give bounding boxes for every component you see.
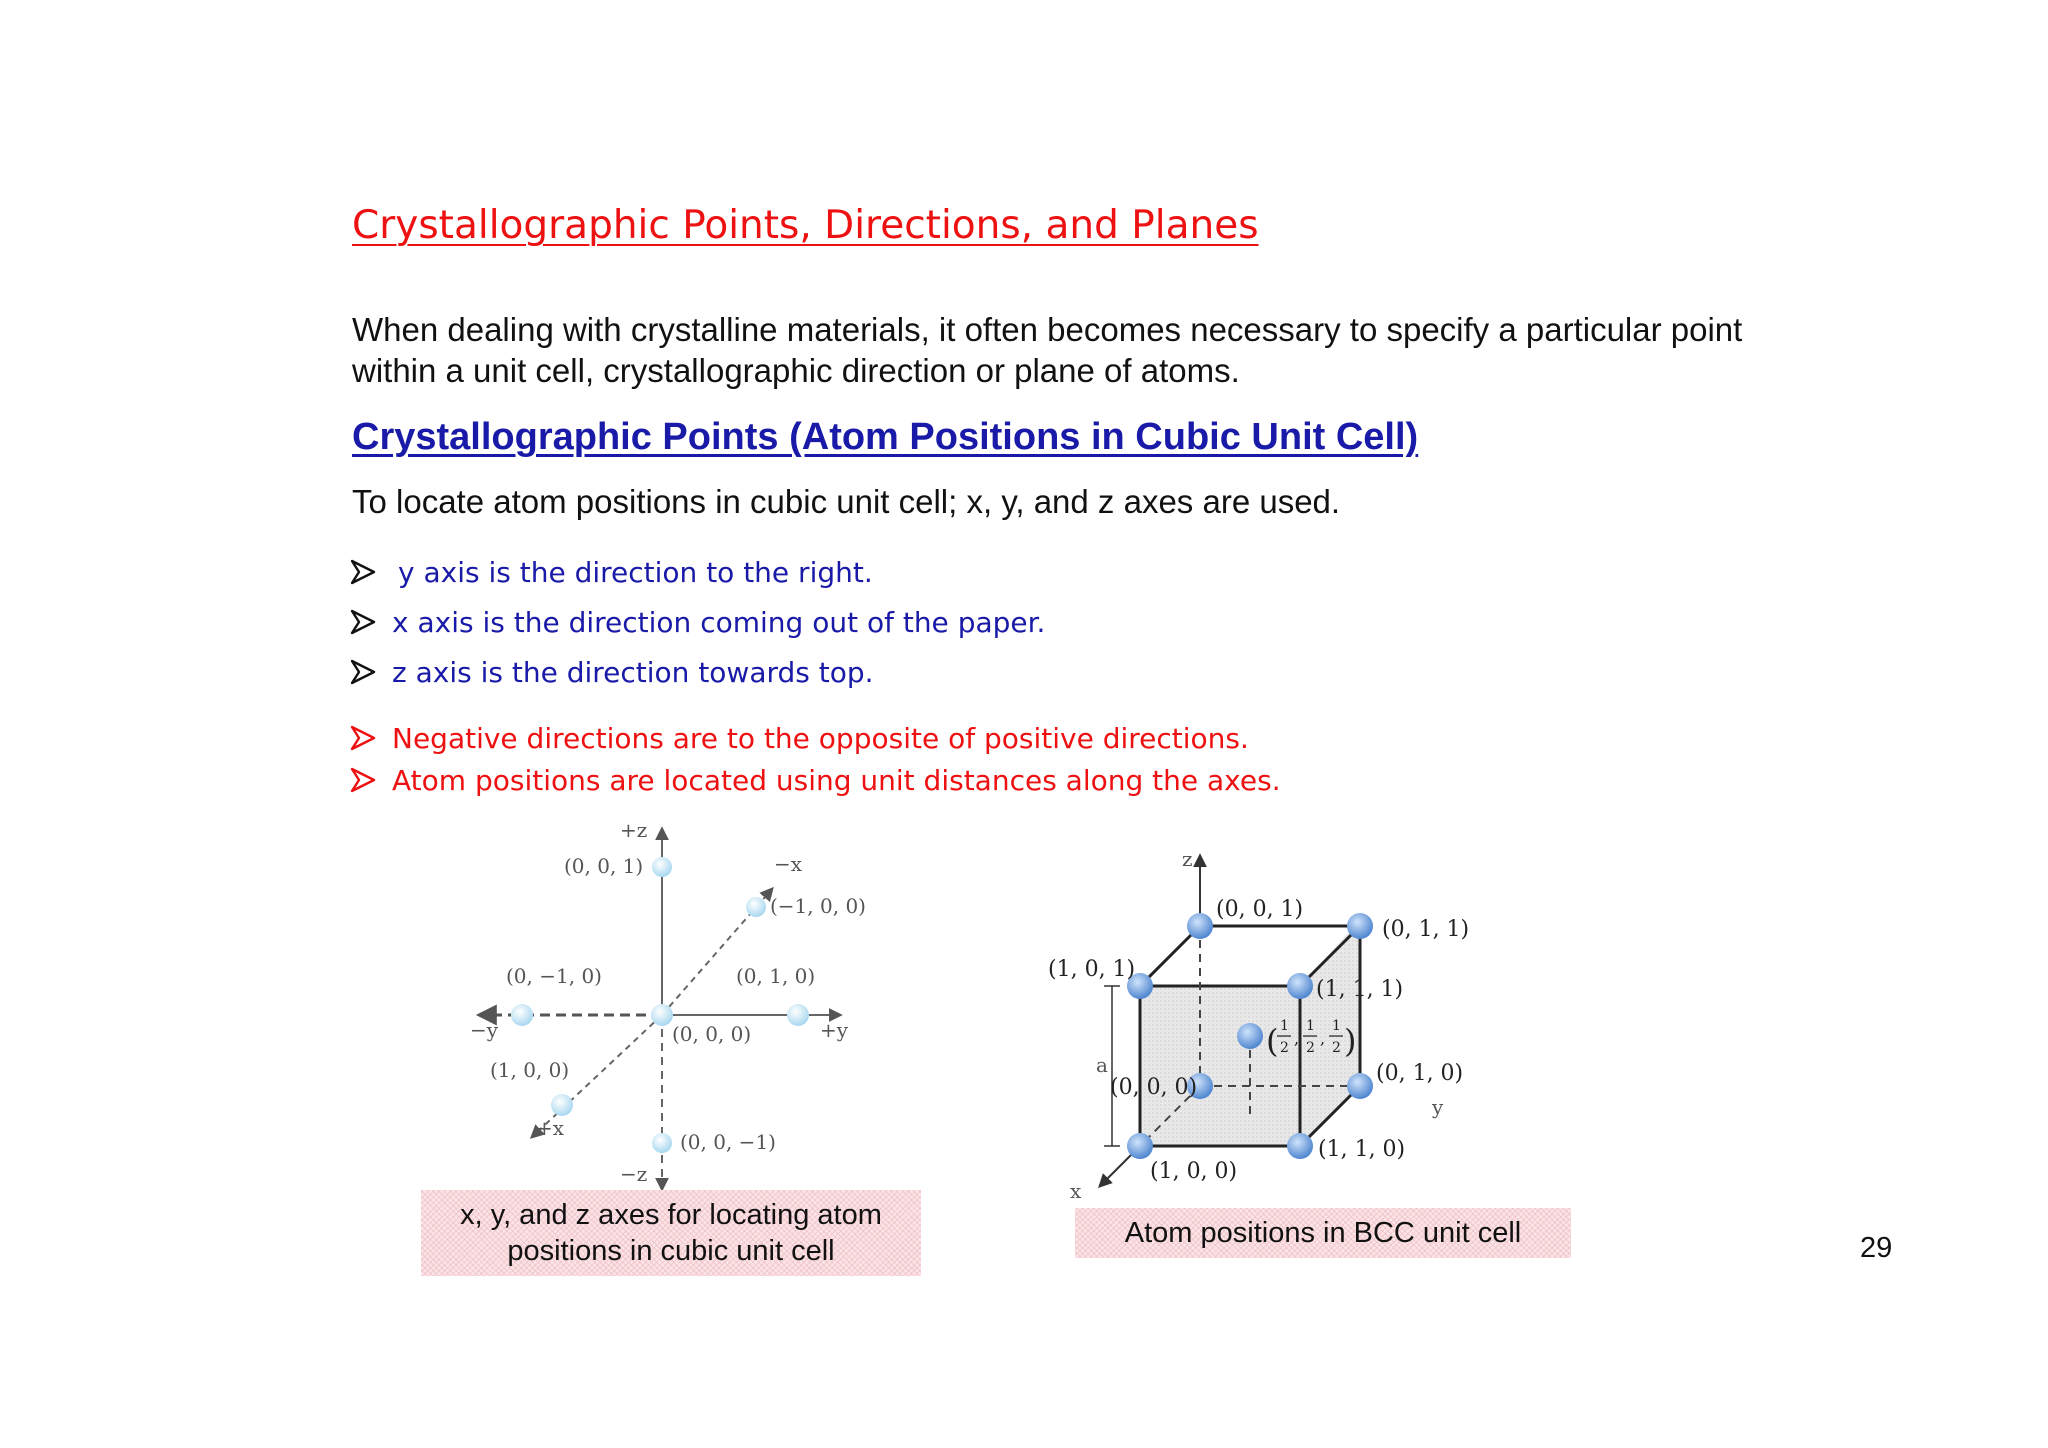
svg-text:1: 1	[1280, 1018, 1289, 1034]
atom-1-0-0	[551, 1094, 573, 1116]
bullet-text: Negative directions are to the opposite of positive directions.	[392, 721, 1249, 755]
label-pos-x: +x	[536, 1116, 565, 1140]
label-z: z	[1182, 847, 1193, 871]
label-neg-y: −y	[470, 1018, 499, 1042]
svg-text:2: 2	[1306, 1040, 1315, 1056]
axes-diagram	[440, 815, 920, 1195]
arrow-bullet-icon	[350, 609, 392, 635]
atom-0-0-1	[652, 857, 672, 877]
red-bullet-list	[350, 717, 1281, 801]
label-0-1-0: (0, 1, 0)	[1376, 1061, 1464, 1086]
svg-text:(: (	[1266, 1022, 1279, 1060]
svg-text:2: 2	[1332, 1040, 1341, 1056]
locate-text: To locate atom positions in cubic unit cell; x, y, and z axes are used.	[352, 483, 1341, 520]
label-0-1-0: (0, 1, 0)	[736, 964, 816, 988]
axes-figure	[440, 815, 920, 1195]
bcc-diagram	[1020, 840, 1500, 1210]
slide-title: Crystallographic Points, Directions, and Planes	[352, 203, 1259, 248]
label-a: a	[1096, 1053, 1108, 1077]
atom-1-0-0	[1127, 1133, 1153, 1159]
page-number: 29	[1860, 1232, 1893, 1264]
label-0-0-neg1: (0, 0, −1)	[680, 1130, 776, 1154]
svg-text:): )	[1344, 1022, 1357, 1060]
svg-text:,: ,	[1294, 1029, 1300, 1048]
atom-0-1-0	[787, 1004, 809, 1026]
bcc-caption: Atom positions in BCC unit cell	[1075, 1208, 1571, 1258]
atom-0-1-1	[1347, 913, 1373, 939]
atom-neg1-0-0	[746, 897, 766, 917]
label-pos-y: +y	[820, 1018, 849, 1042]
label-1-1-0: (1, 1, 0)	[1318, 1137, 1406, 1162]
axes-caption: x, y, and z axes for locating atom positions in cubic unit cell	[421, 1190, 921, 1276]
svg-text:2: 2	[1280, 1040, 1289, 1056]
bullet-text: Atom positions are located using unit distances along the axes.	[392, 763, 1281, 797]
section-heading: Crystallographic Points (Atom Positions in Cubic Unit Cell)	[352, 416, 1419, 458]
atom-1-1-0	[1287, 1133, 1313, 1159]
atom-origin	[651, 1004, 673, 1026]
bcc-figure	[1020, 840, 1500, 1210]
atom-0-0-neg1	[652, 1133, 672, 1153]
arrow-bullet-icon	[350, 725, 392, 751]
atom-body-center	[1237, 1023, 1263, 1049]
label-0-0-1: (0, 0, 1)	[564, 854, 644, 878]
arrow-bullet-icon	[350, 767, 392, 793]
atom-1-1-1	[1287, 973, 1313, 999]
atom-0-neg1-0	[511, 1004, 533, 1026]
atom-0-1-0	[1347, 1073, 1373, 1099]
list-item	[350, 717, 1281, 759]
label-0-0-0: (0, 0, 0)	[672, 1022, 752, 1046]
label-neg-x: −x	[774, 852, 803, 876]
bullet-text: z axis is the direction towards top.	[392, 655, 874, 689]
atom-0-0-1	[1187, 913, 1213, 939]
label-1-1-1: (1, 1, 1)	[1316, 977, 1404, 1002]
label-neg1-0-0: (−1, 0, 0)	[770, 894, 866, 918]
label-y: y	[1432, 1095, 1444, 1119]
label-x: x	[1070, 1179, 1082, 1203]
svg-text:,: ,	[1320, 1029, 1326, 1048]
svg-text:1: 1	[1306, 1018, 1315, 1034]
intro-paragraph: When dealing with crystalline materials, it often becomes necessary to specify a particular point within a unit cell, crystallographic direction or plane of atoms.	[352, 311, 1743, 389]
svg-text:1: 1	[1332, 1018, 1341, 1034]
list-item	[350, 547, 1045, 597]
blue-bullet-list	[350, 547, 1045, 697]
bullet-text: y axis is the direction to the right.	[398, 555, 873, 589]
label-neg-z: −z	[620, 1162, 648, 1186]
label-1-0-0: (1, 0, 0)	[1150, 1159, 1238, 1184]
label-1-0-0: (1, 0, 0)	[490, 1058, 570, 1082]
list-item	[350, 759, 1281, 801]
label-0-neg1-0: (0, −1, 0)	[506, 964, 602, 988]
label-pos-z: +z	[620, 818, 648, 842]
label-0-0-1: (0, 0, 1)	[1216, 897, 1304, 922]
arrow-bullet-icon	[350, 659, 392, 685]
bullet-text: x axis is the direction coming out of the paper.	[392, 605, 1046, 639]
arrow-bullet-icon	[350, 559, 392, 585]
label-0-0-0: (0, 0, 0)	[1110, 1075, 1198, 1100]
label-0-1-1: (0, 1, 1)	[1382, 917, 1470, 942]
list-item	[350, 597, 1045, 647]
list-item	[350, 647, 1045, 697]
label-1-0-1: (1, 0, 1)	[1048, 957, 1136, 982]
